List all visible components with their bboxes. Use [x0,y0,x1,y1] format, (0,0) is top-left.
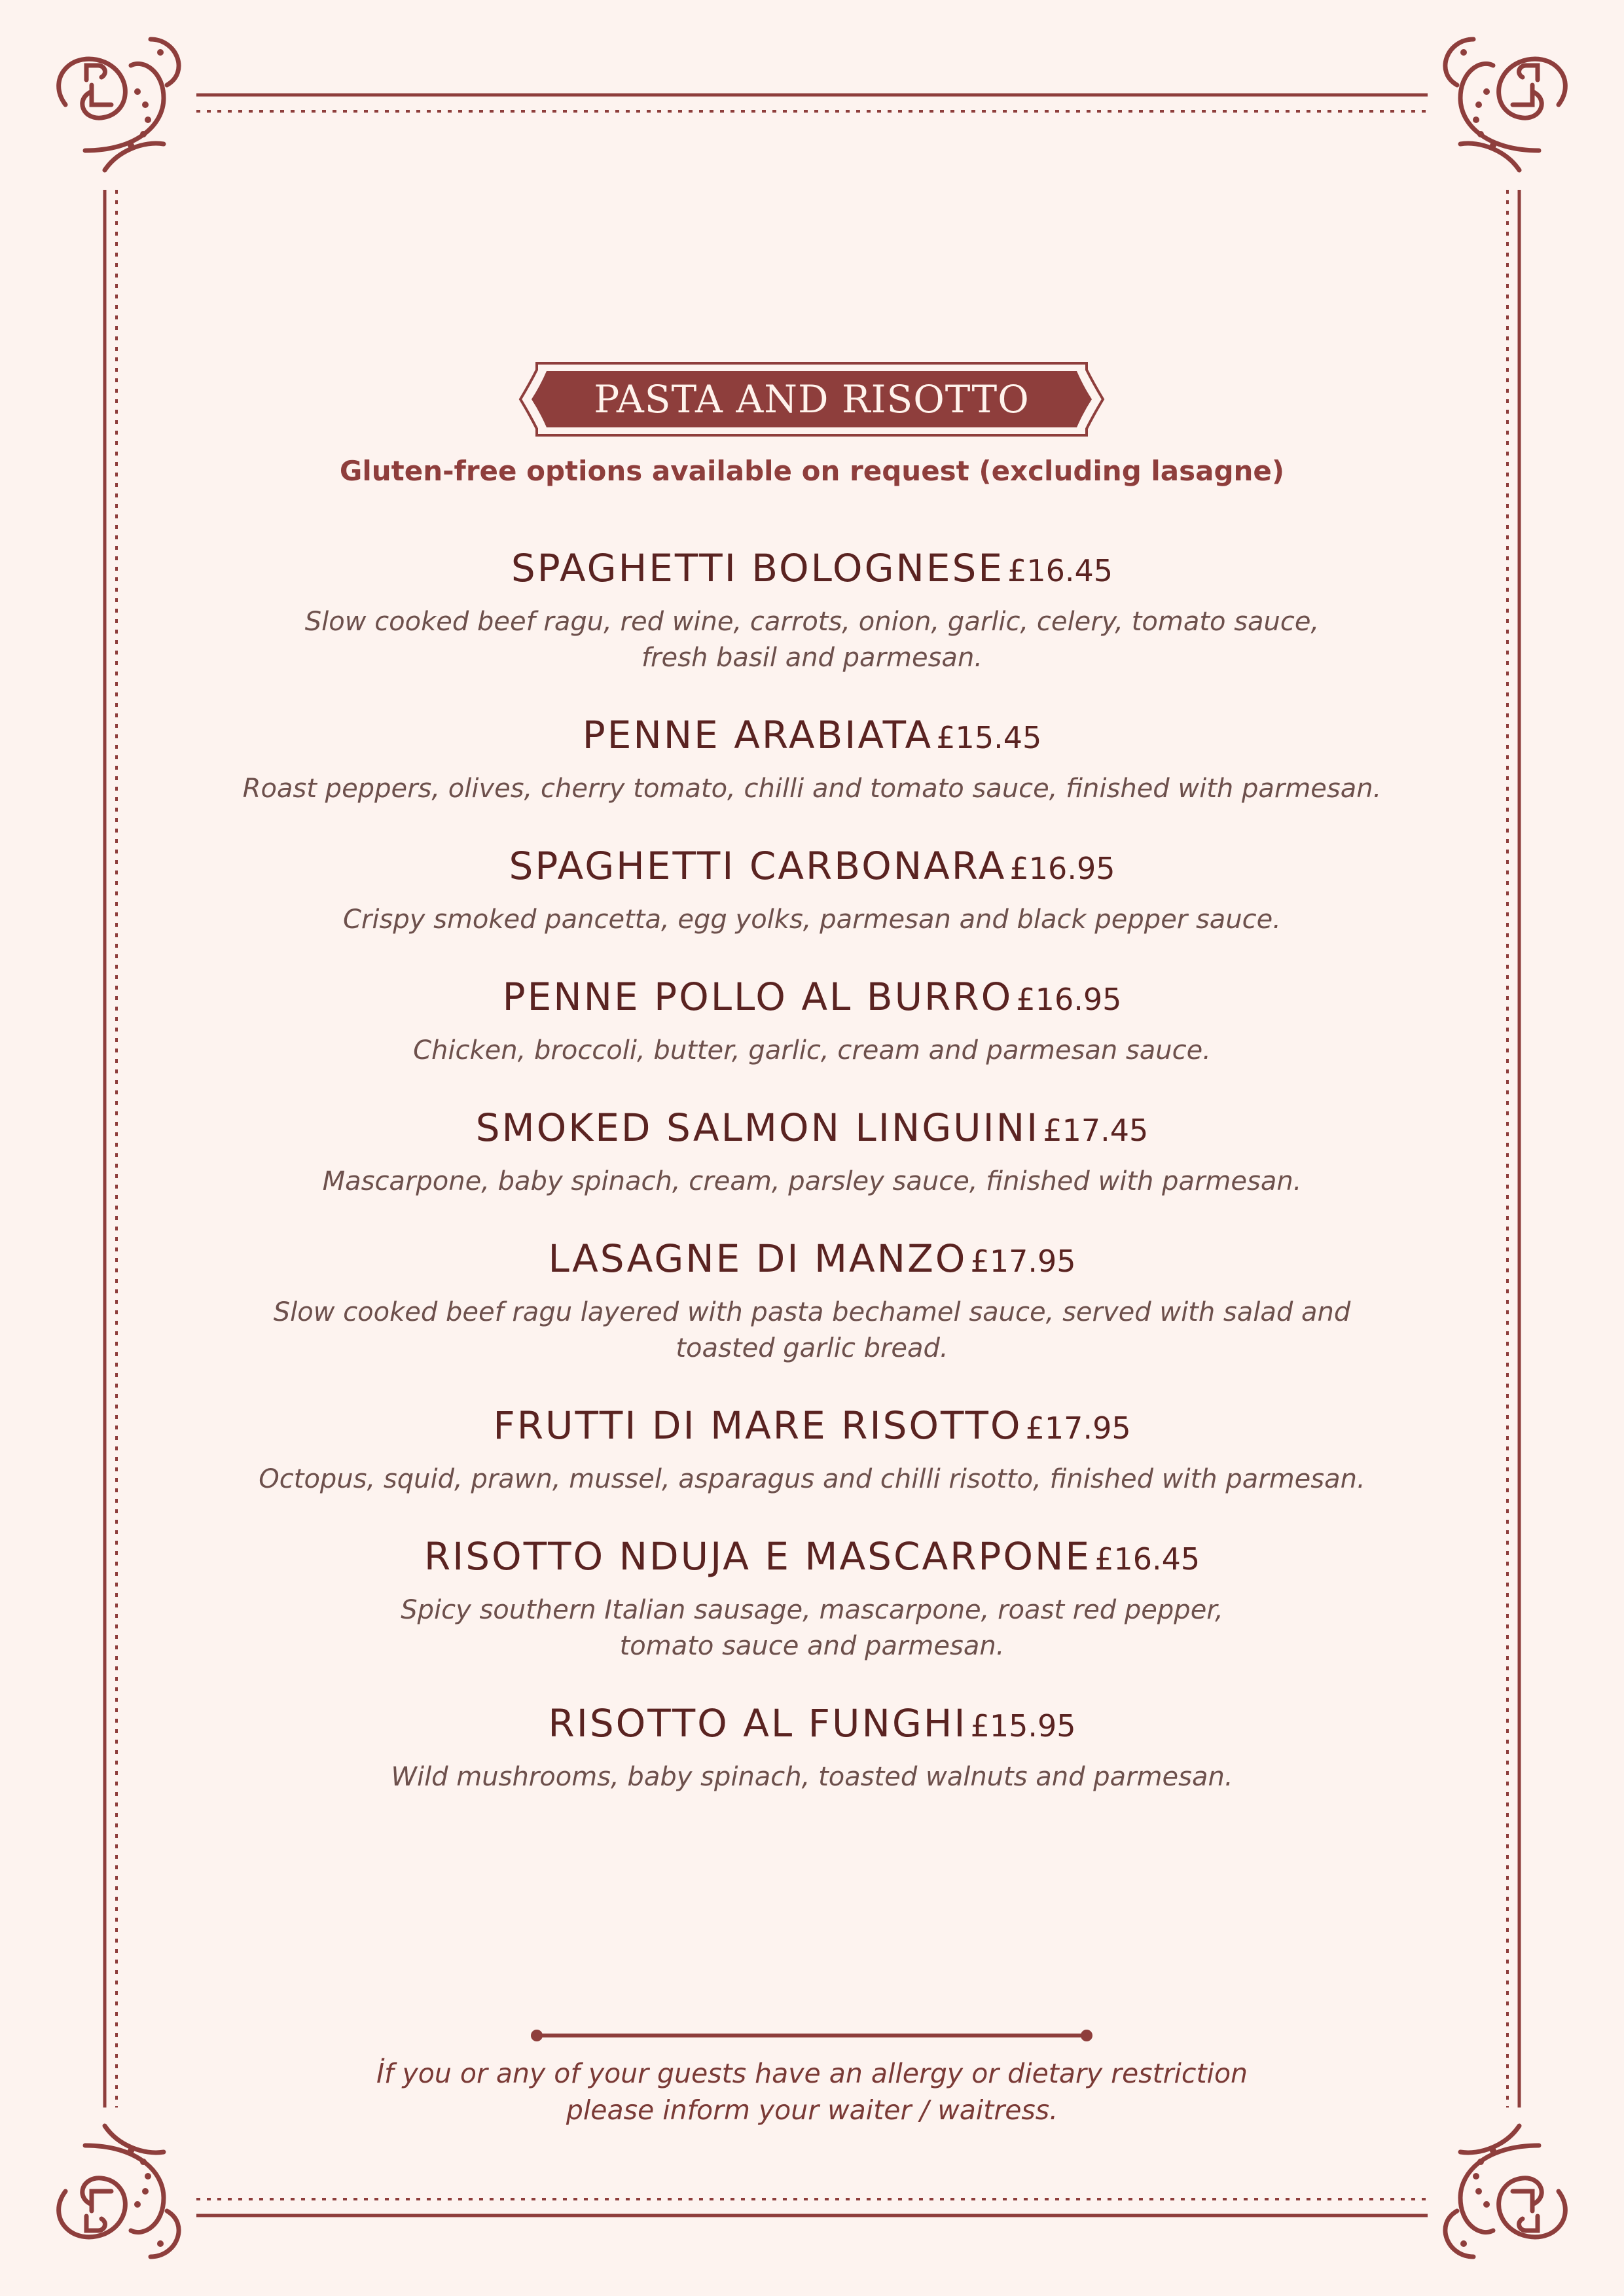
item-name: SMOKED SALMON LINGUINI [475,1105,1040,1150]
item-description: Chicken, broccoli, butter, garlic, cream and parmesan sauce. [413,1035,1211,1066]
corner-ornament-top-right [1445,39,1565,170]
menu-item [131,542,1493,676]
item-price: £17.95 [970,1244,1076,1279]
menu-item [131,709,1493,807]
item-description: Spicy southern Italian sausage, mascarpone, roast red pepper, [401,1595,1223,1625]
menu-item [131,1102,1493,1200]
item-price: £16.45 [1094,1541,1200,1577]
item-description: Roast peppers, olives, cherry tomato, chilli and tomato sauce, finished with parmesan. [242,774,1382,804]
item-name: SPAGHETTI BOLOGNESE [511,546,1005,590]
section-title: PASTA AND RISOTTO [594,377,1030,422]
item-name: RISOTTO AL FUNGHI [548,1701,967,1746]
item-description: Octopus, squid, prawn, mussel, asparagus and chilli risotto, finished with parmesan. [259,1464,1365,1494]
item-description: tomato sauce and parmesan. [619,1631,1005,1661]
footer-divider [531,2030,1092,2041]
corner-ornament-bottom-left [59,2126,179,2257]
menu-item [131,971,1493,1069]
allergy-note-line: İf you or any of your guests have an allergy or dietary restriction [376,2058,1248,2089]
item-name: FRUTTI DI MARE RISOTTO [493,1403,1022,1448]
item-price: £16.95 [1016,982,1122,1017]
item-price: £16.95 [1009,851,1115,886]
item-name: PENNE POLLO AL BURRO [502,975,1013,1019]
menu-item [131,1232,1493,1367]
menu-item [131,1530,1493,1664]
allergy-note-line: please inform your waiter / waitress. [566,2094,1058,2126]
corner-ornament-top-left [59,39,179,170]
item-price: £15.45 [936,720,1042,755]
item-description: fresh basil and parmesan. [641,643,983,673]
gluten-free-note: Gluten-free options available on request (excluding lasagne) [339,455,1285,487]
item-name: SPAGHETTI CARBONARA [509,844,1007,888]
item-description: Mascarpone, baby spinach, cream, parsley sauce, finished with parmesan. [322,1166,1302,1196]
item-name: LASAGNE DI MANZO [548,1236,967,1281]
item-description: Wild mushrooms, baby spinach, toasted walnuts and parmesan. [391,1762,1233,1792]
menu-list [131,542,1493,1795]
item-description: toasted garlic bread. [676,1333,948,1363]
item-price: £17.45 [1043,1113,1149,1148]
menu-item [131,1399,1493,1498]
item-name: PENNE ARABIATA [582,713,933,757]
allergy-note [0,2055,1624,2128]
item-price: £15.95 [970,1708,1076,1744]
item-description: Slow cooked beef ragu, red wine, carrots, onion, garlic, celery, tomato sauce, [304,607,1320,637]
item-description: Slow cooked beef ragu layered with pasta bechamel sauce, served with salad and [273,1297,1351,1327]
item-price: £17.95 [1025,1410,1131,1446]
menu-item [131,1697,1493,1795]
corner-ornament-bottom-right [1445,2126,1565,2257]
item-price: £16.45 [1007,553,1113,588]
item-name: RISOTTO NDUJA E MASCARPONE [424,1534,1092,1579]
item-description: Crispy smoked pancetta, egg yolks, parmesan and black pepper sauce. [343,905,1281,935]
menu-item [131,840,1493,938]
